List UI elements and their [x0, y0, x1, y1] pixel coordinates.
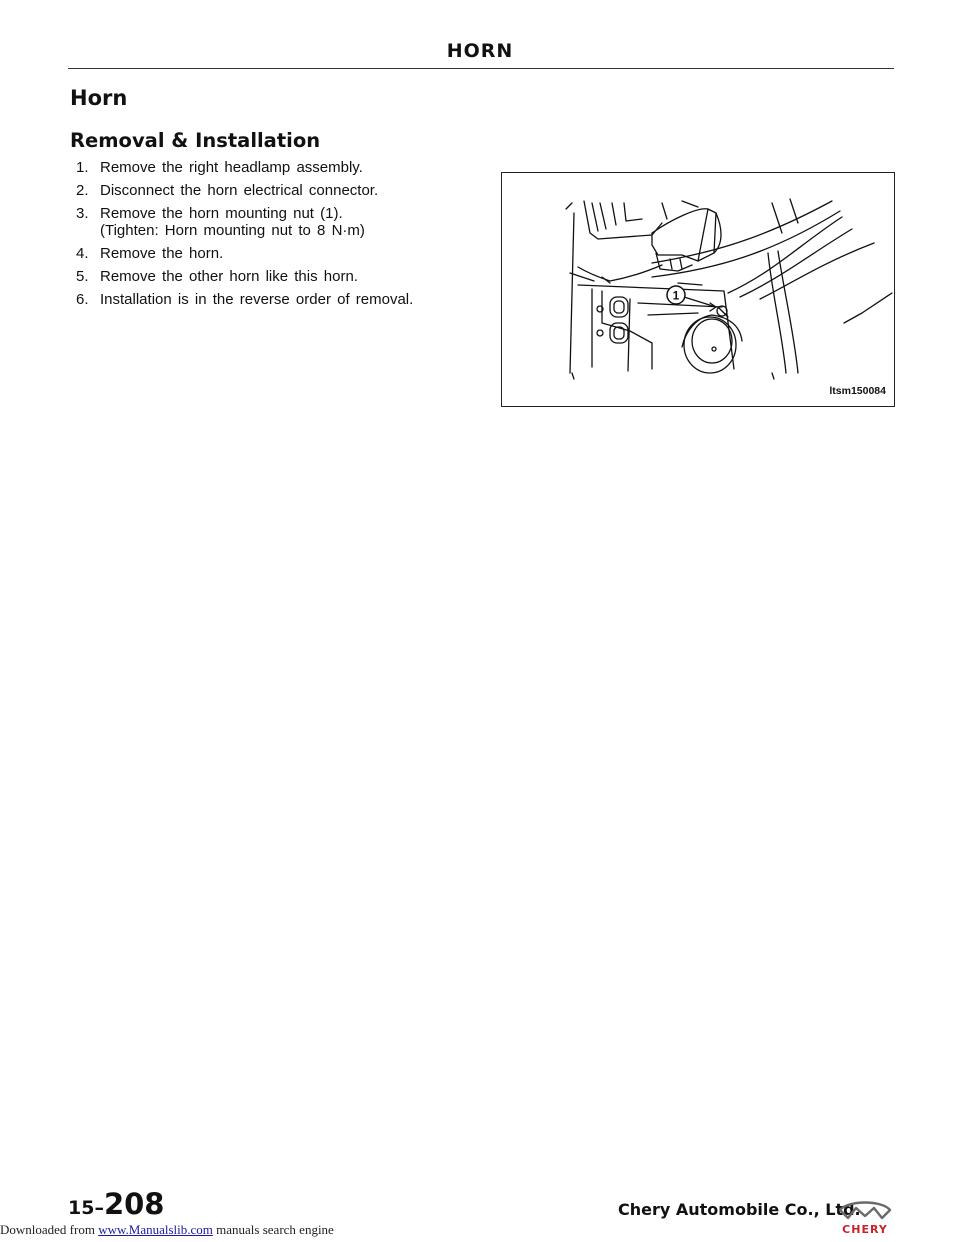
step-item	[76, 205, 496, 239]
horn-illustration	[501, 172, 895, 407]
section-number: 15–	[68, 1197, 104, 1219]
procedure-steps	[76, 159, 496, 314]
header-rule	[68, 68, 894, 69]
step-number: 3.	[76, 205, 89, 222]
step-number: 5.	[76, 268, 89, 285]
figure-id: ltsm150084	[829, 385, 886, 397]
download-prefix: Downloaded from	[0, 1222, 95, 1237]
step-number: 6.	[76, 291, 89, 308]
step-text: Disconnect the horn electrical connector.	[100, 182, 379, 199]
download-bar	[0, 1222, 334, 1238]
page-number	[68, 1187, 165, 1221]
company-name: Chery Automobile Co., Ltd.	[618, 1200, 861, 1219]
running-header: HORN	[446, 40, 514, 62]
manualslib-link[interactable]: www.Manualslib.com	[98, 1222, 213, 1237]
step-text: Remove the horn mounting nut (1).	[100, 205, 343, 222]
step-text: Installation is in the reverse order of removal.	[100, 291, 414, 308]
step-text: Remove the horn.	[100, 245, 224, 262]
page-title: Horn	[70, 86, 128, 110]
logo-wordmark: CHERY	[842, 1223, 888, 1236]
step-number: 4.	[76, 245, 89, 262]
callout-label: 1	[672, 288, 680, 303]
step-number: 1.	[76, 159, 89, 176]
step-item	[76, 268, 496, 285]
step-item	[76, 291, 496, 308]
step-item	[76, 245, 496, 262]
chery-logo	[834, 1196, 896, 1236]
section-title: Removal & Installation	[70, 129, 321, 152]
download-suffix: manuals search engine	[216, 1222, 334, 1237]
step-torque-note: (Tighten: Horn mounting nut to 8 N·m)	[100, 222, 365, 239]
step-text: Remove the other horn like this horn.	[100, 268, 358, 285]
step-item	[76, 182, 496, 199]
step-item	[76, 159, 496, 176]
step-text: Remove the right headlamp assembly.	[100, 159, 363, 176]
horn-line-drawing	[502, 173, 894, 406]
page-number-value: 208	[103, 1187, 165, 1221]
step-number: 2.	[76, 182, 89, 199]
